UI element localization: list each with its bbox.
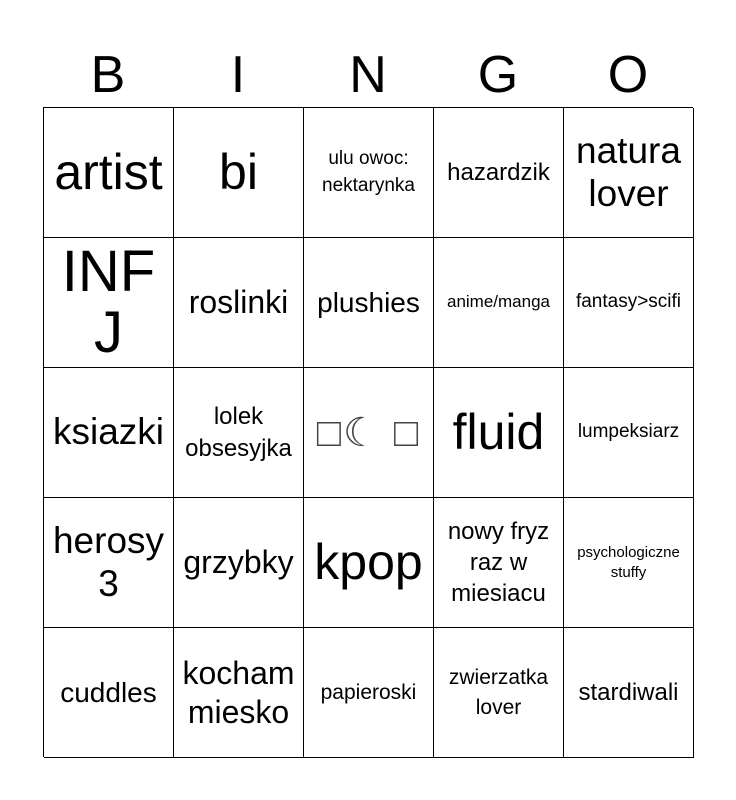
- bingo-cell-r4c3[interactable]: [304, 498, 434, 628]
- bingo-cell-r3c4[interactable]: [434, 368, 564, 498]
- bingo-cell-r1c4[interactable]: [434, 108, 564, 238]
- cell-text: nowy fryz raz w miesiacu: [447, 517, 550, 608]
- bingo-cell-r5c3[interactable]: [304, 628, 434, 758]
- bingo-cell-r3c3[interactable]: [304, 368, 434, 498]
- bingo-cell-r4c4[interactable]: [434, 498, 564, 628]
- cell-text: stardiwali: [578, 678, 679, 706]
- cell-text: grzybky: [183, 544, 294, 581]
- bingo-cell-r4c2[interactable]: [174, 498, 304, 628]
- cell-text: zwierzatka lover: [448, 666, 549, 719]
- bingo-cell-r2c5[interactable]: [564, 238, 694, 368]
- cell-text: ksiazki: [52, 411, 165, 453]
- bingo-cell-r1c1[interactable]: [44, 108, 174, 238]
- cell-text: artist: [54, 144, 163, 201]
- bingo-cell-r5c2[interactable]: [174, 628, 304, 758]
- bingo-cell-r2c4[interactable]: [434, 238, 564, 368]
- header-letter-b: B: [90, 46, 126, 104]
- cell-text: herosy 3: [52, 519, 165, 604]
- bingo-cell-r2c2[interactable]: [174, 238, 304, 368]
- bingo-cell-r4c1[interactable]: [44, 498, 174, 628]
- cell-text: bi: [219, 144, 258, 201]
- bingo-cell-r1c2[interactable]: [174, 108, 304, 238]
- bingo-cell-r3c2[interactable]: [174, 368, 304, 498]
- cell-text: fantasy>scifi: [575, 291, 682, 313]
- bingo-cell-r5c4[interactable]: [434, 628, 564, 758]
- cell-text: natura lover: [576, 129, 681, 214]
- moon-symbols-text: □☾ □: [316, 410, 421, 455]
- bingo-grid: [43, 107, 693, 757]
- cell-text: psychologiczne stuffy: [577, 544, 680, 581]
- cell-text: papieroski: [320, 680, 417, 704]
- cell-text: cuddles: [60, 676, 157, 708]
- bingo-cell-r5c1[interactable]: [44, 628, 174, 758]
- bingo-cell-r2c3[interactable]: [304, 238, 434, 368]
- cell-text: fluid: [452, 404, 545, 461]
- bingo-cell-r3c5[interactable]: [564, 368, 694, 498]
- bingo-cell-r1c3[interactable]: [304, 108, 434, 238]
- bingo-cell-r3c1[interactable]: [44, 368, 174, 498]
- header-letter-n: N: [349, 46, 387, 104]
- header-letter-o: O: [607, 46, 649, 104]
- bingo-header: [43, 44, 693, 106]
- cell-text: kocham miesko: [182, 655, 295, 730]
- bingo-cell-r4c5[interactable]: [564, 498, 694, 628]
- bingo-cell-r2c1[interactable]: [44, 238, 174, 368]
- cell-text: roslinki: [188, 284, 289, 321]
- cell-text: plushies: [317, 286, 420, 318]
- cell-text: INFJ: [61, 238, 156, 365]
- bingo-cell-r5c5[interactable]: [564, 628, 694, 758]
- cell-text: lolek obsesyjka: [185, 403, 292, 462]
- cell-text: anime/manga: [446, 292, 550, 312]
- cell-text: hazardzik: [447, 158, 550, 186]
- bingo-cell-r1c5[interactable]: [564, 108, 694, 238]
- cell-text: ulu owoc: nektarynka: [322, 147, 415, 196]
- cell-text: kpop: [314, 534, 423, 591]
- header-letter-i: I: [230, 46, 246, 104]
- cell-text: lumpeksiarz: [577, 421, 680, 443]
- header-letter-g: G: [477, 46, 519, 104]
